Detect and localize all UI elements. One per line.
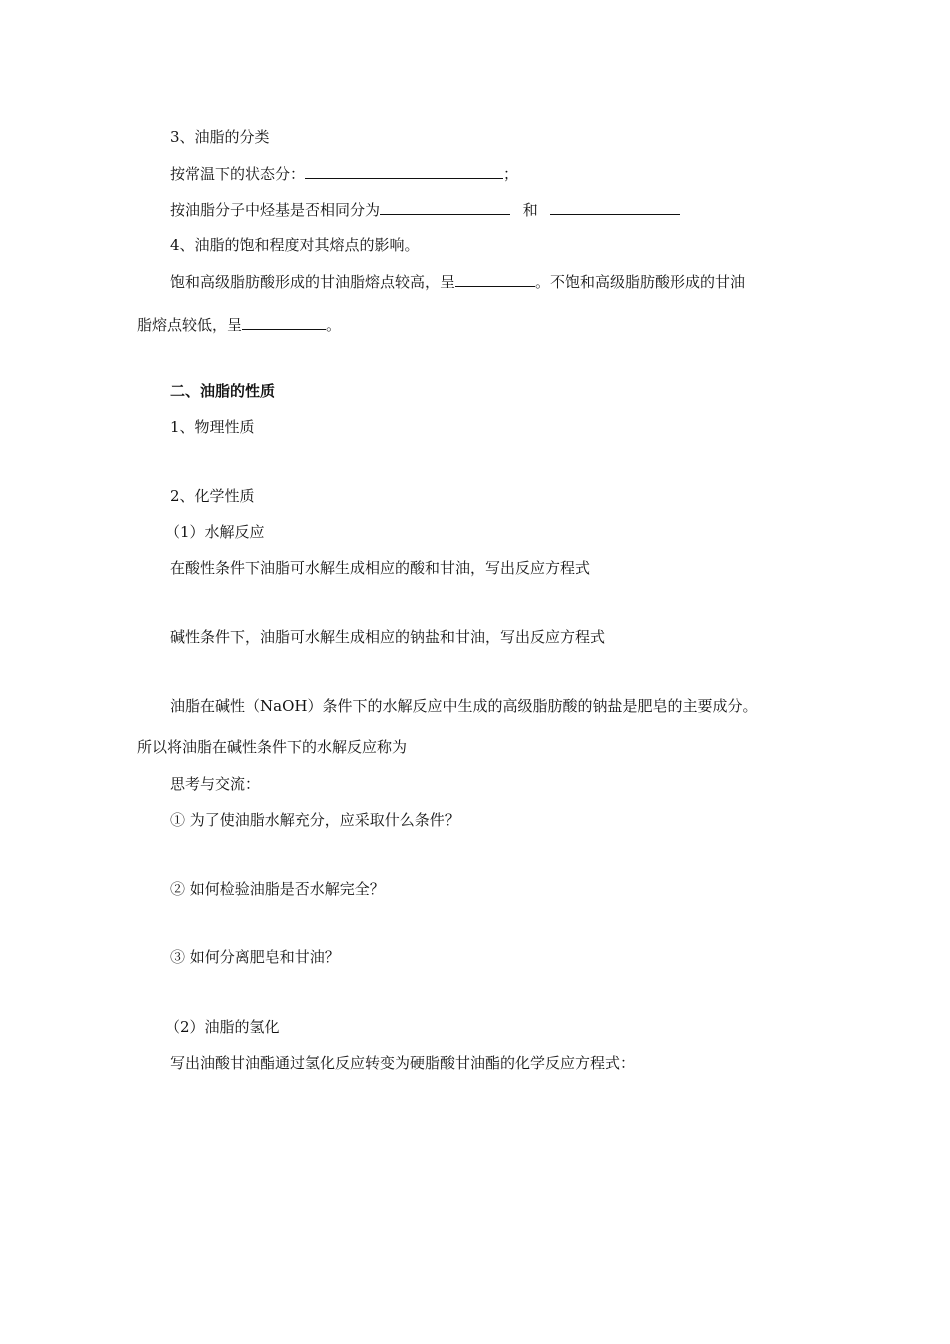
- unsaturated-state-blank[interactable]: [242, 314, 326, 330]
- group-answer-blank-2[interactable]: [550, 199, 680, 215]
- question-1: ① 为了使油脂水解充分，应采取什么条件？: [170, 811, 460, 829]
- saturation-text-b: 。不饱和高级脂肪酸形成的甘油: [535, 273, 746, 291]
- saturated-state-blank[interactable]: [455, 271, 535, 287]
- state-label: 按常温下的状态分：: [170, 165, 306, 183]
- saturation-line-1: [170, 271, 745, 292]
- and-word: 和: [522, 201, 538, 219]
- section-3-title: 3、油脂的分类: [170, 128, 270, 146]
- section-4-title: 4、油脂的饱和程度对其熔点的影响。: [170, 236, 420, 254]
- hydrogenation-title: （2）油脂的氢化: [165, 1018, 280, 1036]
- physical-properties-title: 1、物理性质: [170, 418, 255, 436]
- saturation-text-d: 。: [326, 316, 342, 334]
- state-end-punct: ；: [503, 165, 519, 183]
- acid-hydrolysis-text: 在酸性条件下油脂可水解生成相应的酸和甘油，写出反应方程式: [170, 559, 591, 577]
- state-answer-blank[interactable]: [305, 163, 503, 179]
- saturation-line-2: [137, 314, 341, 335]
- hydrogenation-text: 写出油酸甘油酯通过氢化反应转变为硬脂酸甘油酯的化学反应方程式：: [170, 1054, 636, 1072]
- section-2-heading: 二、油脂的性质: [170, 382, 276, 400]
- question-2: ② 如何检验油脂是否水解完全？: [170, 880, 385, 898]
- saturation-text-c: 脂熔点较低，呈: [137, 316, 243, 334]
- soap-text-line-1: 油脂在碱性（NaOH）条件下的水解反应中生成的高级脂肪酸的钠盐是肥皂的主要成分。: [170, 697, 758, 715]
- group-classification-line: [170, 199, 680, 220]
- hydrolysis-title: （1）水解反应: [165, 523, 265, 541]
- chemical-properties-title: 2、化学性质: [170, 487, 255, 505]
- group-label: 按油脂分子中烃基是否相同分为: [170, 201, 381, 219]
- state-classification-line: [170, 163, 518, 184]
- group-answer-blank-1[interactable]: [380, 199, 510, 215]
- question-3: ③ 如何分离肥皂和甘油？: [170, 948, 340, 966]
- think-discuss-title: 思考与交流：: [170, 775, 261, 793]
- soap-text-line-2: 所以将油脂在碱性条件下的水解反应称为: [137, 738, 408, 756]
- saturation-text-a: 饱和高级脂肪酸形成的甘油脂熔点较高，呈: [170, 273, 456, 291]
- base-hydrolysis-text: 碱性条件下，油脂可水解生成相应的钠盐和甘油，写出反应方程式: [170, 628, 606, 646]
